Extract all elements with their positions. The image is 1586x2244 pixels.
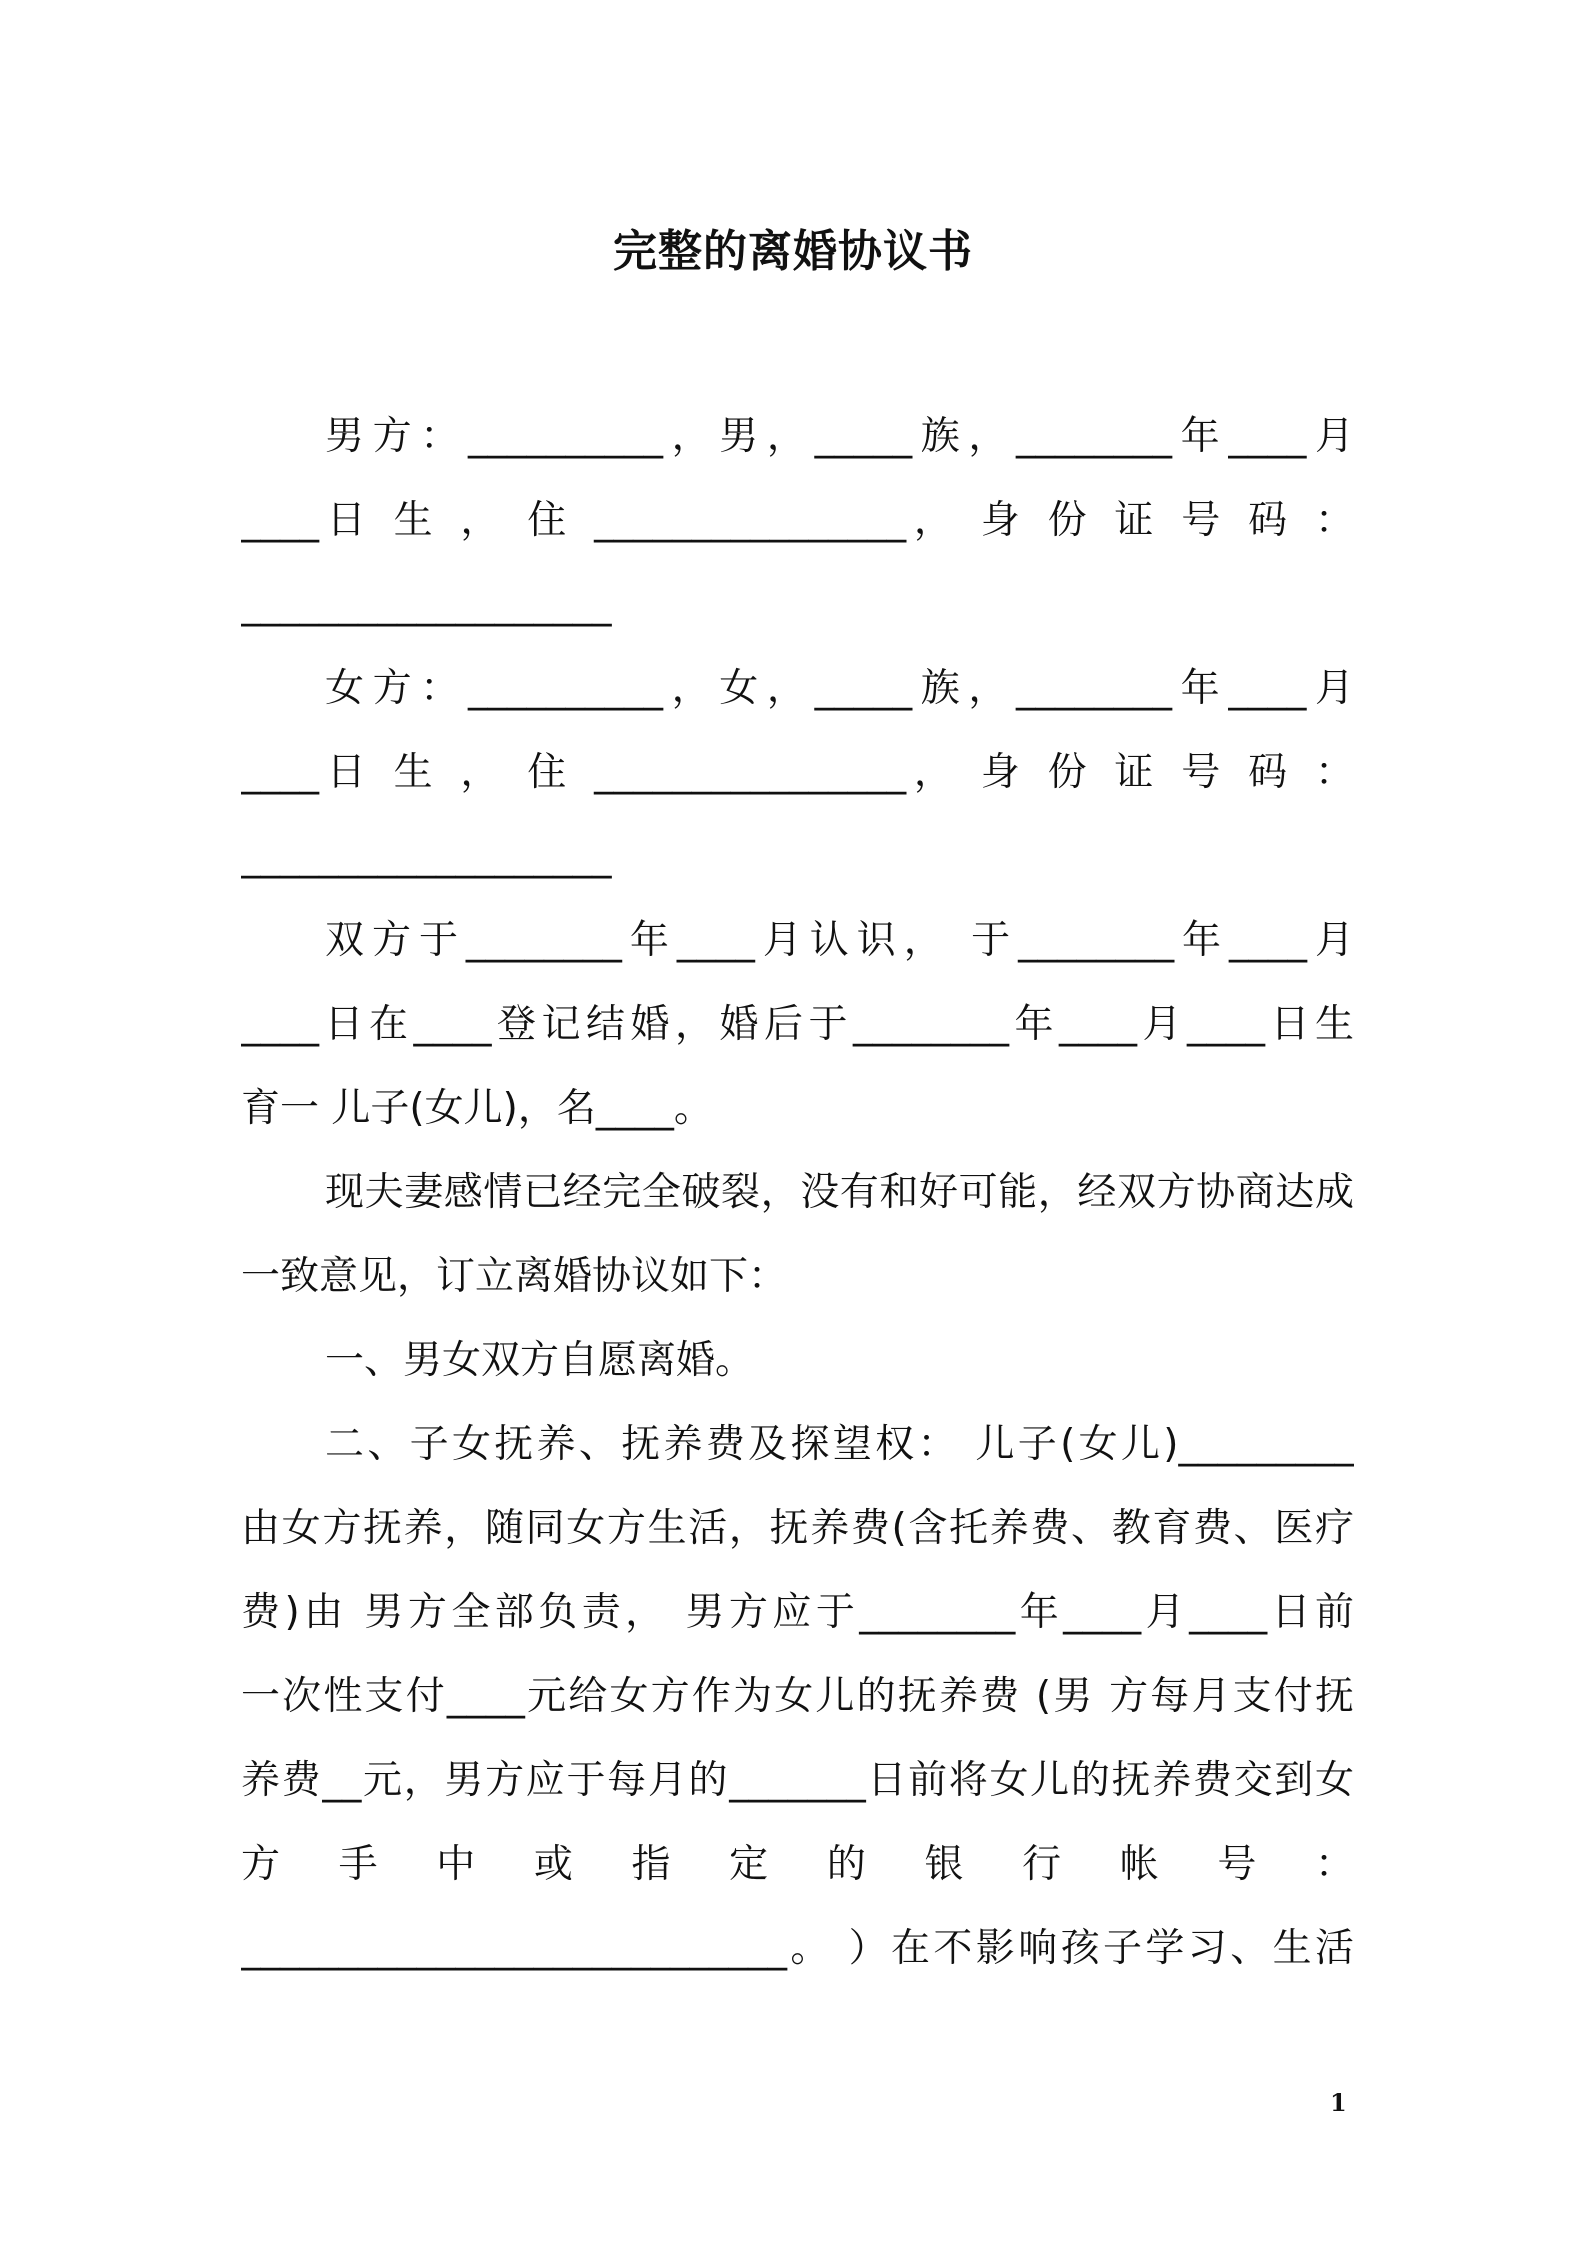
paragraph-line: 男方：__________，男，_____族，________年____月 bbox=[325, 414, 1354, 459]
paragraph-line: ___________________ bbox=[241, 582, 612, 627]
paragraph-line: 养费__元，男方应于每月的_______日前将女儿的抚养费交到女 bbox=[241, 1758, 1354, 1803]
paragraph-line: 二、子女抚养、抚养费及探望权： 儿子(女儿)_________ bbox=[325, 1422, 1354, 1467]
paragraph-line: ____________________________。 ）在不影响孩子学习、生活 bbox=[241, 1926, 1354, 1971]
paragraph-line: 育一 儿子(女儿)，名____。 bbox=[241, 1086, 713, 1131]
paragraph-line: ___________________ bbox=[241, 834, 612, 879]
paragraph-line: 女方：__________，女，_____族，________年____月 bbox=[325, 666, 1354, 711]
paragraph-line: ____日 生 ， 住 ________________， 身 份 证 号 码 ： bbox=[241, 498, 1354, 543]
paragraph-line: 由女方抚养，随同女方生活，抚养费(含托养费、教育费、医疗 bbox=[241, 1506, 1354, 1551]
page-number: 1 bbox=[1330, 2088, 1347, 2117]
document-title: 完整的离婚协议书 bbox=[613, 226, 973, 277]
paragraph-line: 现夫妻感情已经完全破裂，没有和好可能，经双方协商达成 bbox=[325, 1170, 1354, 1215]
paragraph-line: ____日 生 ， 住 ________________， 身 份 证 号 码 ： bbox=[241, 750, 1354, 795]
paragraph-line: 一次性支付____元给女方作为女儿的抚养费 (男 方每月支付抚 bbox=[241, 1674, 1354, 1719]
paragraph-line: 方 手 中 或 指 定 的 银 行 帐 号 ： bbox=[241, 1842, 1354, 1887]
paragraph-line: 双方于________年____月认识， 于________年____月 bbox=[325, 918, 1354, 963]
paragraph-line: ____日在____登记结婚，婚后于________年____月____日生 bbox=[241, 1002, 1354, 1047]
paragraph-line: 一、男女双方自愿离婚。 bbox=[325, 1338, 755, 1383]
paragraph-line: 一致意见，订立离婚协议如下： bbox=[241, 1254, 788, 1299]
paragraph-line: 费)由 男方全部负责， 男方应于________年____月____日前 bbox=[241, 1590, 1354, 1635]
